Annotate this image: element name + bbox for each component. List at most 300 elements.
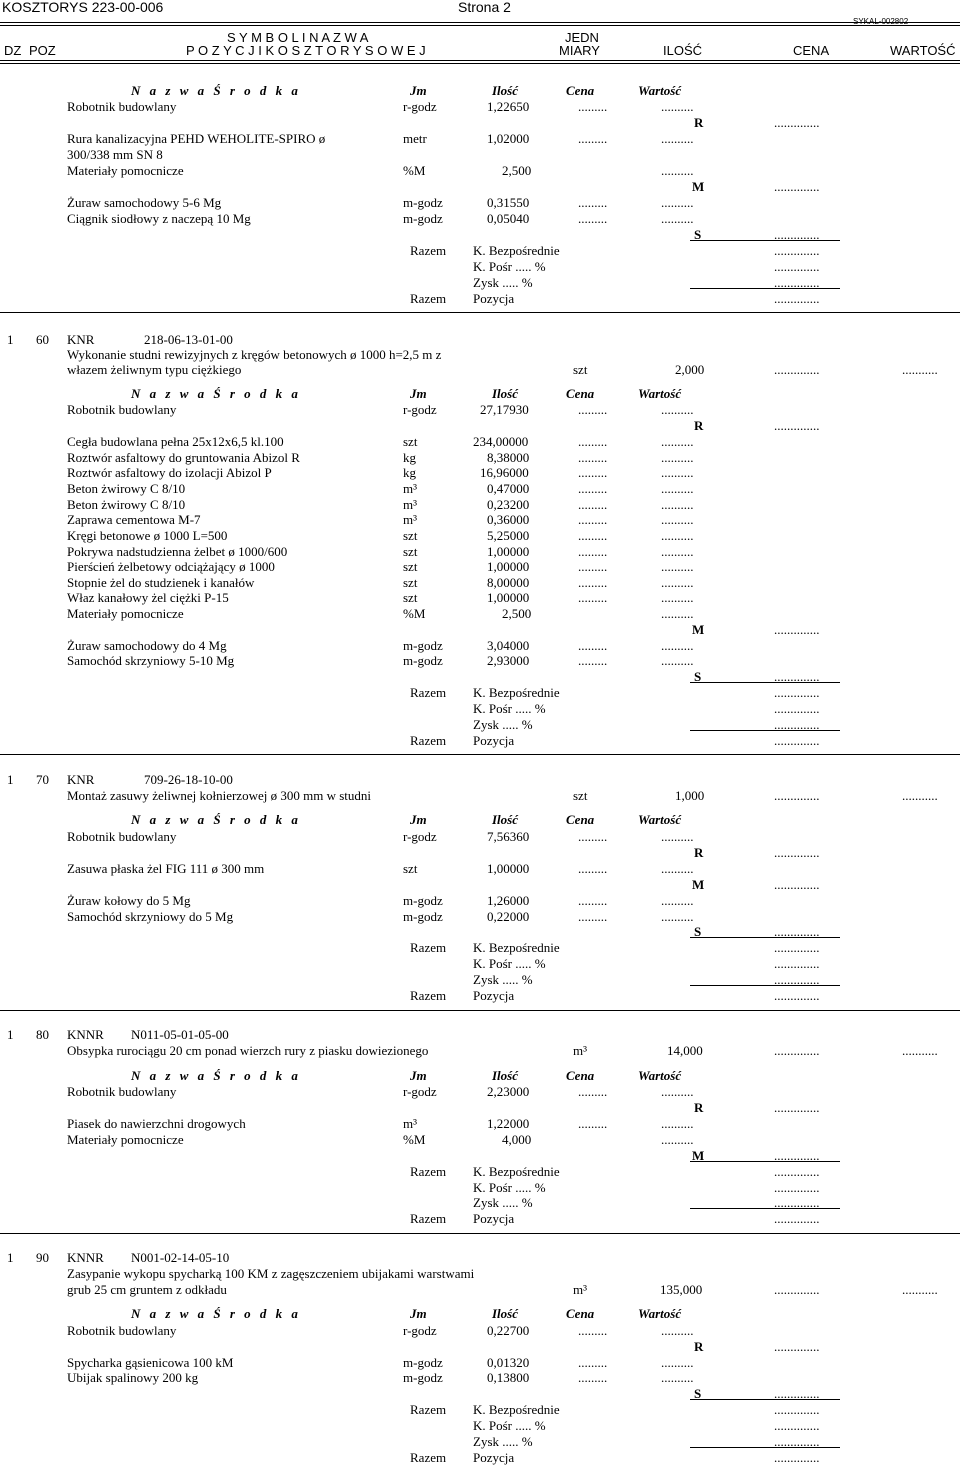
- position-value: ...........: [902, 1043, 938, 1058]
- resource-unit: r-godz: [403, 1084, 437, 1099]
- resource-name: Piasek do nawierzchni drogowych: [67, 1116, 246, 1131]
- position-symbol: 218-06-13-01-00: [144, 332, 233, 347]
- resource-name: Cegła budowlana pełna 25x12x6,5 kl.100: [67, 434, 284, 449]
- header-desc-line2: P O Z Y C J I K O S Z T O R Y S O W E J: [186, 43, 426, 58]
- resource-unit: m³: [403, 481, 418, 496]
- resource-value: ..........: [661, 163, 694, 178]
- resource-name: Rura kanalizacyjna PEHD WEHOLITE-SPIRO ø: [67, 131, 326, 146]
- subtotal-underline: [690, 937, 840, 938]
- summary-k-bezp-value: ..............: [774, 1164, 820, 1179]
- resource-qty: 0,22000: [487, 909, 530, 924]
- resource-name: Materiały pomocnicze: [67, 163, 184, 178]
- resource-name: Roztwór asfaltowy do gruntowania Abizol R: [67, 450, 300, 465]
- resource-name: Żuraw samochodowy do 4 Mg: [67, 638, 227, 653]
- position-number: 80: [36, 1027, 49, 1042]
- resource-name: Zasuwa płaska żel FIG 111 ø 300 mm: [67, 861, 265, 876]
- res-col-wartosc: Wartość: [638, 1068, 682, 1083]
- subtotal-s-value: ..............: [774, 924, 820, 939]
- header-jedn-line2: MIARY: [559, 43, 600, 58]
- resource-qty: 1,00000: [487, 861, 530, 876]
- resource-value: ..........: [661, 450, 694, 465]
- res-col-nazwa: N a z w a Ś r o d k a: [131, 386, 301, 401]
- res-col-wartosc: Wartość: [638, 812, 682, 827]
- resource-price: .........: [578, 1084, 608, 1099]
- subtotal-underline: [690, 682, 840, 683]
- resource-name: Roztwór asfaltowy do izolacji Abizol P: [67, 465, 272, 480]
- resource-qty: 0,01320: [487, 1355, 530, 1370]
- document-title: KOSZTORYS 223-00-006: [2, 0, 164, 15]
- resource-qty: 2,500: [502, 606, 532, 621]
- resource-value: ..........: [661, 528, 694, 543]
- summary-pozycja-value: ..............: [774, 733, 820, 748]
- res-col-jm: Jm: [410, 83, 427, 98]
- subtotal-s-label: S: [694, 669, 702, 684]
- resource-name: Beton żwirowy C 8/10: [67, 497, 186, 512]
- resource-name: Samochód skrzyniowy do 5 Mg: [67, 909, 234, 924]
- res-col-ilosc: Ilość: [492, 1306, 518, 1321]
- position-value: ...........: [902, 788, 938, 803]
- resource-value: ..........: [661, 638, 694, 653]
- resource-value: ..........: [661, 559, 694, 574]
- summary-zysk-value: ..............: [774, 1195, 820, 1210]
- resource-qty: 16,96000: [480, 465, 529, 480]
- resource-unit: szt: [403, 575, 418, 590]
- header-cena: CENA: [793, 43, 830, 58]
- subtotal-underline: [690, 1161, 840, 1162]
- res-col-cena: Cena: [566, 1306, 595, 1321]
- summary-razem: Razem: [410, 1211, 447, 1226]
- summary-k-bezp-value: ..............: [774, 940, 820, 955]
- resource-price: .........: [578, 434, 608, 449]
- resource-unit: %M: [403, 163, 426, 178]
- resource-value: ..........: [661, 1355, 694, 1370]
- resource-price: .........: [578, 497, 608, 512]
- subtotal-s-label: S: [694, 924, 702, 939]
- res-col-cena: Cena: [566, 386, 595, 401]
- resource-unit: m-godz: [403, 211, 443, 226]
- resource-unit: m-godz: [403, 1355, 443, 1370]
- resource-qty: 4,000: [502, 1132, 532, 1147]
- header-poz: POZ: [29, 43, 56, 58]
- position-description: Wykonanie studni rewizyjnych z kręgów betonowych ø 1000 h=2,5 m z: [67, 347, 442, 362]
- position-unit: m³: [573, 1282, 588, 1297]
- summary-k-posr-value: ..............: [774, 259, 820, 274]
- resource-unit: szt: [403, 861, 418, 876]
- resource-unit: m-godz: [403, 653, 443, 668]
- summary-k-posr: K. Pośr ..... %: [473, 701, 546, 716]
- summary-k-posr: K. Pośr ..... %: [473, 956, 546, 971]
- page-number: Strona 2: [458, 0, 511, 15]
- res-col-jm: Jm: [410, 1306, 427, 1321]
- position-symbol: N001-02-14-05-10: [131, 1250, 230, 1265]
- subtotal-r-value: ..............: [774, 418, 820, 433]
- resource-value: ..........: [661, 893, 694, 908]
- subtotal-m-label: M: [692, 1148, 705, 1163]
- summary-k-posr: K. Pośr ..... %: [473, 1180, 546, 1195]
- subtotal-m-value: ..............: [774, 622, 820, 637]
- resource-qty: 0,47000: [487, 481, 530, 496]
- resource-unit: szt: [403, 434, 418, 449]
- resource-price: .........: [578, 465, 608, 480]
- summary-k-bezp-value: ..............: [774, 243, 820, 258]
- subtotal-r-label: R: [694, 845, 704, 860]
- summary-k-posr-value: ..............: [774, 701, 820, 716]
- resource-qty: 0,36000: [487, 512, 530, 527]
- subtotal-s-label: S: [694, 1386, 702, 1401]
- position-qty: 2,000: [675, 362, 705, 377]
- resource-value: ..........: [661, 131, 694, 146]
- subtotal-underline: [690, 1399, 840, 1400]
- summary-razem: Razem: [410, 988, 447, 1003]
- position-separator: [0, 1233, 960, 1234]
- position-catalog: KNNR: [67, 1027, 104, 1042]
- summary-pozycja: Pozycja: [473, 1211, 515, 1226]
- resource-qty: 27,17930: [480, 402, 529, 417]
- summary-razem: Razem: [410, 940, 447, 955]
- resource-unit: m-godz: [403, 893, 443, 908]
- position-price: ..............: [774, 788, 820, 803]
- summary-k-posr-value: ..............: [774, 1180, 820, 1195]
- position-unit: szt: [573, 788, 588, 803]
- summary-zysk-value: ..............: [774, 717, 820, 732]
- summary-k-bezp-value: ..............: [774, 1402, 820, 1417]
- resource-value: ..........: [661, 195, 694, 210]
- resource-unit: %M: [403, 1132, 426, 1147]
- subtotal-r-value: ..............: [774, 115, 820, 130]
- resource-value: ..........: [661, 861, 694, 876]
- resource-qty: 8,00000: [487, 575, 530, 590]
- summary-razem: Razem: [410, 1164, 447, 1179]
- summary-k-bezp: K. Bezpośrednie: [473, 685, 560, 700]
- resource-qty: 1,22000: [487, 1116, 530, 1131]
- res-col-jm: Jm: [410, 812, 427, 827]
- res-col-nazwa: N a z w a Ś r o d k a: [131, 83, 301, 98]
- resource-price: .........: [578, 450, 608, 465]
- resource-name: Pokrywa nadstudzienna żelbet ø 1000/600: [67, 544, 288, 559]
- position-qty: 14,000: [667, 1043, 703, 1058]
- position-dz: 1: [7, 1250, 14, 1265]
- subtotal-r-label: R: [694, 1100, 704, 1115]
- res-col-ilosc: Ilość: [492, 812, 518, 827]
- resource-unit: r-godz: [403, 99, 437, 114]
- resource-unit: %M: [403, 606, 426, 621]
- resource-qty: 1,00000: [487, 544, 530, 559]
- resource-value: ..........: [661, 1084, 694, 1099]
- res-col-nazwa: N a z w a Ś r o d k a: [131, 1306, 301, 1321]
- resource-name: Właz kanałowy żel ciężki P-15: [67, 590, 229, 605]
- document-code: SYKAL-002802: [853, 17, 909, 26]
- position-value: ...........: [902, 1282, 938, 1297]
- resource-name: Robotnik budowlany: [67, 402, 177, 417]
- resource-price: .........: [578, 653, 608, 668]
- res-col-nazwa: N a z w a Ś r o d k a: [131, 812, 301, 827]
- resource-value: ..........: [661, 211, 694, 226]
- position-catalog: KNR: [67, 332, 95, 347]
- subtotal-m-value: ..............: [774, 877, 820, 892]
- resource-price: .........: [578, 99, 608, 114]
- resource-value: ..........: [661, 1116, 694, 1131]
- resource-value: ..........: [661, 829, 694, 844]
- position-number: 60: [36, 332, 49, 347]
- resource-price: .........: [578, 638, 608, 653]
- resource-name: Robotnik budowlany: [67, 1323, 177, 1338]
- resource-qty: 0,05040: [487, 211, 530, 226]
- res-col-cena: Cena: [566, 1068, 595, 1083]
- summary-zysk: Zysk ..... %: [473, 717, 533, 732]
- resource-name: Żuraw samochodowy 5-6 Mg: [67, 195, 222, 210]
- position-unit: szt: [573, 362, 588, 377]
- subtotal-m-value: ..............: [774, 179, 820, 194]
- resource-value: ..........: [661, 653, 694, 668]
- resource-name-cont: 300/338 mm SN 8: [67, 147, 163, 162]
- resource-name: Spycharka gąsienicowa 100 kM: [67, 1355, 234, 1370]
- resource-qty: 1,00000: [487, 590, 530, 605]
- resource-unit: szt: [403, 544, 418, 559]
- summary-k-posr-value: ..............: [774, 1418, 820, 1433]
- resource-price: .........: [578, 575, 608, 590]
- summary-k-bezp: K. Bezpośrednie: [473, 940, 560, 955]
- position-price: ..............: [774, 1043, 820, 1058]
- resource-price: .........: [578, 544, 608, 559]
- subtotal-r-value: ..............: [774, 1100, 820, 1115]
- resource-price: .........: [578, 893, 608, 908]
- resource-unit: m³: [403, 497, 418, 512]
- resource-price: .........: [578, 1370, 608, 1385]
- resource-value: ..........: [661, 434, 694, 449]
- subtotal-r-label: R: [694, 115, 704, 130]
- summary-underline: [690, 1208, 840, 1209]
- resource-qty: 0,31550: [487, 195, 530, 210]
- resource-name: Kręgi betonowe ø 1000 L=500: [67, 528, 228, 543]
- position-catalog: KNR: [67, 772, 95, 787]
- summary-underline: [690, 1447, 840, 1448]
- position-number: 70: [36, 772, 49, 787]
- resource-price: .........: [578, 195, 608, 210]
- resource-unit: szt: [403, 590, 418, 605]
- resource-qty: 1,22650: [487, 99, 530, 114]
- res-col-wartosc: Wartość: [638, 386, 682, 401]
- summary-k-bezp: K. Bezpośrednie: [473, 243, 560, 258]
- resource-name: Robotnik budowlany: [67, 1084, 177, 1099]
- res-col-nazwa: N a z w a Ś r o d k a: [131, 1068, 301, 1083]
- header-jedn-line1: JEDN: [565, 30, 599, 45]
- res-col-ilosc: Ilość: [492, 386, 518, 401]
- resource-name: Samochód skrzyniowy 5-10 Mg: [67, 653, 235, 668]
- position-description-cont: włazem żeliwnym typu ciężkiego: [67, 362, 242, 377]
- summary-pozycja: Pozycja: [473, 1450, 515, 1465]
- subtotal-r-label: R: [694, 418, 704, 433]
- position-description: Obsypka rurociągu 20 cm ponad wierzch rury z piasku dowiezionego: [67, 1043, 429, 1058]
- resource-value: ..........: [661, 544, 694, 559]
- resource-price: .........: [578, 559, 608, 574]
- position-separator: [0, 754, 960, 755]
- header-ilosc: ILOŚĆ: [663, 43, 703, 58]
- resource-qty: 3,04000: [487, 638, 530, 653]
- resource-price: .........: [578, 131, 608, 146]
- resource-name: Ciągnik siodłowy z naczepą 10 Mg: [67, 211, 251, 226]
- resource-name: Żuraw kołowy do 5 Mg: [67, 893, 191, 908]
- position-description: Zasypanie wykopu spycharką 100 KM z zagęszczeniem ubijakami warstwami: [67, 1266, 475, 1281]
- subtotal-s-value: ..............: [774, 227, 820, 242]
- position-dz: 1: [7, 332, 14, 347]
- resource-price: .........: [578, 402, 608, 417]
- resource-qty: 234,00000: [473, 434, 529, 449]
- res-col-cena: Cena: [566, 812, 595, 827]
- position-description-cont: grub 25 cm gruntem z odkładu: [67, 1282, 227, 1297]
- position-dz: 1: [7, 772, 14, 787]
- subtotal-m-value: ..............: [774, 1148, 820, 1163]
- resource-qty: 0,22700: [487, 1323, 530, 1338]
- summary-pozycja-value: ..............: [774, 988, 820, 1003]
- resource-value: ..........: [661, 1370, 694, 1385]
- resource-qty: 5,25000: [487, 528, 530, 543]
- summary-pozycja-value: ..............: [774, 1211, 820, 1226]
- resource-value: ..........: [661, 575, 694, 590]
- summary-pozycja-value: ..............: [774, 1450, 820, 1465]
- position-qty: 135,000: [660, 1282, 703, 1297]
- summary-zysk-value: ..............: [774, 972, 820, 987]
- resource-price: .........: [578, 590, 608, 605]
- subtotal-m-label: M: [692, 179, 705, 194]
- resource-unit: m-godz: [403, 1370, 443, 1385]
- header-rule-top: [0, 22, 960, 26]
- subtotal-underline: [690, 240, 840, 241]
- summary-zysk: Zysk ..... %: [473, 275, 533, 290]
- resource-unit: metr: [403, 131, 427, 146]
- subtotal-s-value: ..............: [774, 669, 820, 684]
- res-col-wartosc: Wartość: [638, 1306, 682, 1321]
- summary-underline: [690, 985, 840, 986]
- summary-k-posr-value: ..............: [774, 956, 820, 971]
- summary-razem: Razem: [410, 1402, 447, 1417]
- resource-value: ..........: [661, 1132, 694, 1147]
- resource-name: Zaprawa cementowa M-7: [67, 512, 201, 527]
- summary-pozycja: Pozycja: [473, 733, 515, 748]
- resource-name: Robotnik budowlany: [67, 829, 177, 844]
- resource-value: ..........: [661, 909, 694, 924]
- subtotal-s-label: S: [694, 227, 702, 242]
- summary-k-posr: K. Pośr ..... %: [473, 259, 546, 274]
- resource-unit: r-godz: [403, 402, 437, 417]
- position-separator: [0, 1010, 960, 1011]
- summary-k-bezp: K. Bezpośrednie: [473, 1402, 560, 1417]
- resource-value: ..........: [661, 497, 694, 512]
- res-col-ilosc: Ilość: [492, 83, 518, 98]
- resource-name: Stopnie żel do studzienek i kanałów: [67, 575, 255, 590]
- summary-zysk-value: ..............: [774, 275, 820, 290]
- resource-unit: szt: [403, 528, 418, 543]
- resource-unit: kg: [403, 450, 416, 465]
- position-number: 90: [36, 1250, 49, 1265]
- resource-price: .........: [578, 909, 608, 924]
- resource-name: Robotnik budowlany: [67, 99, 177, 114]
- resource-qty: 1,26000: [487, 893, 530, 908]
- resource-qty: 0,13800: [487, 1370, 530, 1385]
- resource-name: Beton żwirowy C 8/10: [67, 481, 186, 496]
- subtotal-r-label: R: [694, 1339, 704, 1354]
- resource-price: .........: [578, 861, 608, 876]
- resource-qty: 1,00000: [487, 559, 530, 574]
- resource-value: ..........: [661, 512, 694, 527]
- summary-underline: [690, 288, 840, 289]
- resource-price: .........: [578, 1355, 608, 1370]
- res-col-wartosc: Wartość: [638, 83, 682, 98]
- resource-price: .........: [578, 512, 608, 527]
- resource-unit: szt: [403, 559, 418, 574]
- summary-zysk: Zysk ..... %: [473, 972, 533, 987]
- position-symbol: N011-05-01-05-00: [131, 1027, 229, 1042]
- summary-k-bezp-value: ..............: [774, 685, 820, 700]
- position-symbol: 709-26-18-10-00: [144, 772, 233, 787]
- res-col-jm: Jm: [410, 1068, 427, 1083]
- resource-unit: m-godz: [403, 638, 443, 653]
- resource-name: Ubijak spalinowy 200 kg: [67, 1370, 199, 1385]
- resource-value: ..........: [661, 590, 694, 605]
- resource-value: ..........: [661, 606, 694, 621]
- resource-value: ..........: [661, 99, 694, 114]
- position-description: Montaż zasuwy żeliwnej kołnierzowej ø 300 mm w studni: [67, 788, 371, 803]
- resource-value: ..........: [661, 465, 694, 480]
- summary-zysk: Zysk ..... %: [473, 1434, 533, 1449]
- summary-pozycja: Pozycja: [473, 291, 515, 306]
- resource-unit: m³: [403, 1116, 418, 1131]
- resource-value: ..........: [661, 1323, 694, 1338]
- position-qty: 1,000: [675, 788, 705, 803]
- summary-razem: Razem: [410, 1450, 447, 1465]
- resource-name: Pierścień żelbetowy odciążający ø 1000: [67, 559, 275, 574]
- resource-unit: kg: [403, 465, 416, 480]
- summary-zysk-value: ..............: [774, 1434, 820, 1449]
- resource-price: .........: [578, 1116, 608, 1131]
- position-value: ...........: [902, 362, 938, 377]
- resource-name: Materiały pomocnicze: [67, 606, 184, 621]
- resource-price: .........: [578, 1323, 608, 1338]
- summary-pozycja: Pozycja: [473, 988, 515, 1003]
- resource-unit: m-godz: [403, 909, 443, 924]
- resource-price: .........: [578, 481, 608, 496]
- header-rule-bottom: [0, 60, 960, 64]
- res-col-jm: Jm: [410, 386, 427, 401]
- subtotal-m-label: M: [692, 622, 705, 637]
- resource-qty: 2,500: [502, 163, 532, 178]
- summary-pozycja-value: ..............: [774, 291, 820, 306]
- resource-qty: 2,23000: [487, 1084, 530, 1099]
- header-wartosc: WARTOŚĆ: [890, 43, 956, 58]
- summary-razem: Razem: [410, 243, 447, 258]
- summary-underline: [690, 730, 840, 731]
- resource-price: .........: [578, 829, 608, 844]
- summary-k-bezp: K. Bezpośrednie: [473, 1164, 560, 1179]
- resource-value: ..........: [661, 402, 694, 417]
- resource-unit: r-godz: [403, 1323, 437, 1338]
- subtotal-r-value: ..............: [774, 845, 820, 860]
- header-dz: DZ: [4, 43, 22, 58]
- position-catalog: KNNR: [67, 1250, 104, 1265]
- resource-qty: 7,56360: [487, 829, 530, 844]
- summary-razem: Razem: [410, 685, 447, 700]
- subtotal-r-value: ..............: [774, 1339, 820, 1354]
- resource-price: .........: [578, 528, 608, 543]
- resource-price: .........: [578, 211, 608, 226]
- position-unit: m³: [573, 1043, 588, 1058]
- header-desc-line1: S Y M B O L I N A Z W A: [227, 30, 369, 45]
- resource-qty: 8,38000: [487, 450, 530, 465]
- resource-qty: 1,02000: [487, 131, 530, 146]
- summary-zysk: Zysk ..... %: [473, 1195, 533, 1210]
- resource-qty: 0,23200: [487, 497, 530, 512]
- res-col-ilosc: Ilość: [492, 1068, 518, 1083]
- position-price: ..............: [774, 362, 820, 377]
